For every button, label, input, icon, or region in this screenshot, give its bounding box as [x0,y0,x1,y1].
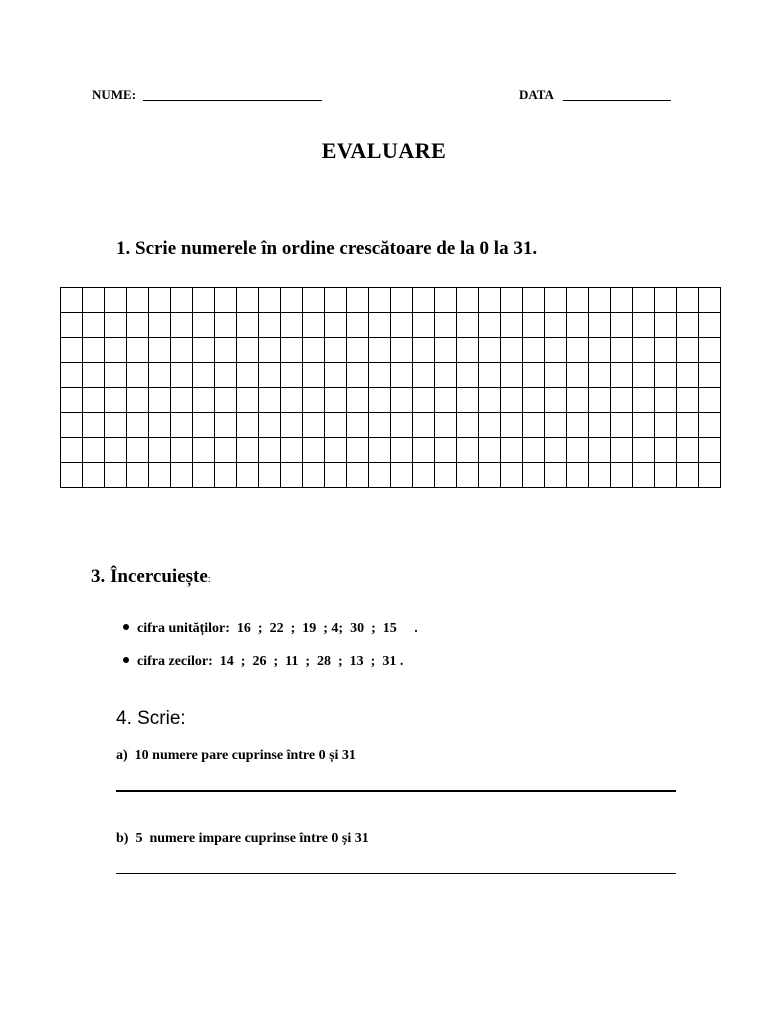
grid-cell[interactable] [105,363,127,388]
grid-cell[interactable] [545,388,567,413]
grid-cell[interactable] [127,438,149,463]
grid-cell[interactable] [611,338,633,363]
grid-cell[interactable] [215,413,237,438]
grid-cell[interactable] [589,288,611,313]
grid-cell[interactable] [171,438,193,463]
grid-cell[interactable] [391,413,413,438]
grid-cell[interactable] [281,438,303,463]
grid-cell[interactable] [281,338,303,363]
grid-cell[interactable] [501,388,523,413]
grid-cell[interactable] [501,338,523,363]
grid-cell[interactable] [523,438,545,463]
grid-cell[interactable] [457,413,479,438]
grid-cell[interactable] [237,438,259,463]
grid-cell[interactable] [589,438,611,463]
grid-cell[interactable] [391,288,413,313]
bullet-icon [123,657,129,663]
units-numbers[interactable]: 16 ; 22 ; 19 ; 4; 30 ; 15 . [236,621,418,636]
grid-cell[interactable] [369,438,391,463]
grid-cell[interactable] [611,413,633,438]
grid-cell[interactable] [281,363,303,388]
grid-cell[interactable] [105,438,127,463]
grid-cell[interactable] [523,338,545,363]
grid-cell[interactable] [611,438,633,463]
grid-cell[interactable] [589,463,611,488]
grid-cell[interactable] [611,463,633,488]
grid-cell[interactable] [457,463,479,488]
grid-cell[interactable] [259,313,281,338]
grid-cell[interactable] [523,413,545,438]
grid-cell[interactable] [149,388,171,413]
grid-cell[interactable] [413,363,435,388]
grid-cell[interactable] [149,363,171,388]
grid-cell[interactable] [699,363,721,388]
grid-cell[interactable] [633,388,655,413]
grid-cell[interactable] [523,388,545,413]
grid-cell[interactable] [435,388,457,413]
grid-cell[interactable] [369,313,391,338]
grid-cell[interactable] [457,388,479,413]
tens-numbers[interactable]: 14 ; 26 ; 11 ; 28 ; 13 ; 31 . [219,654,404,669]
grid-cell[interactable] [281,313,303,338]
grid-cell[interactable] [127,288,149,313]
grid-cell[interactable] [347,388,369,413]
grid-cell[interactable] [61,438,83,463]
grid-cell[interactable] [325,338,347,363]
grid-cell[interactable] [655,388,677,413]
grid-cell[interactable] [215,463,237,488]
grid-cell[interactable] [523,288,545,313]
grid-cell[interactable] [237,363,259,388]
grid-cell[interactable] [699,438,721,463]
grid-cell[interactable] [303,313,325,338]
date-label: DATA [519,87,554,102]
grid-cell[interactable] [193,413,215,438]
grid-cell[interactable] [391,438,413,463]
grid-cell[interactable] [193,363,215,388]
grid-row [61,338,721,363]
grid-cell[interactable] [435,463,457,488]
grid-cell[interactable] [479,288,501,313]
grid-cell[interactable] [391,463,413,488]
grid-row [61,313,721,338]
grid-cell[interactable] [523,363,545,388]
grid-cell[interactable] [347,338,369,363]
grid-cell[interactable] [237,313,259,338]
grid-cell[interactable] [545,413,567,438]
grid-cell[interactable] [435,363,457,388]
grid-cell[interactable] [105,338,127,363]
grid-cell[interactable] [545,438,567,463]
grid-cell[interactable] [237,388,259,413]
grid-cell[interactable] [677,363,699,388]
grid-cell[interactable] [457,363,479,388]
grid-cell[interactable] [149,288,171,313]
grid-cell[interactable] [413,438,435,463]
grid-cell[interactable] [413,313,435,338]
grid-cell[interactable] [171,363,193,388]
grid-cell[interactable] [303,438,325,463]
exercise-1-prompt: 1. Scrie numerele în ordine crescătoare de la 0 la 31. [116,238,538,259]
grid-cell[interactable] [699,388,721,413]
grid-cell[interactable] [479,463,501,488]
grid-cell[interactable] [281,288,303,313]
grid-cell[interactable] [677,438,699,463]
grid-cell[interactable] [193,463,215,488]
grid-cell[interactable] [149,338,171,363]
grid-cell[interactable] [127,413,149,438]
grid-cell[interactable] [369,288,391,313]
answer-grid[interactable] [60,287,721,488]
grid-cell[interactable] [127,388,149,413]
grid-cell[interactable] [325,413,347,438]
grid-cell[interactable] [457,438,479,463]
grid-cell[interactable] [325,288,347,313]
grid-cell[interactable] [83,363,105,388]
grid-cell[interactable] [127,463,149,488]
grid-cell[interactable] [677,288,699,313]
grid-cell[interactable] [501,288,523,313]
grid-cell[interactable] [83,288,105,313]
grid-cell[interactable] [259,363,281,388]
grid-cell[interactable] [589,363,611,388]
grid-cell[interactable] [303,388,325,413]
grid-cell[interactable] [193,288,215,313]
grid-cell[interactable] [391,388,413,413]
grid-cell[interactable] [391,313,413,338]
grid-cell[interactable] [391,338,413,363]
grid-cell[interactable] [171,313,193,338]
grid-cell[interactable] [479,313,501,338]
grid-cell[interactable] [259,288,281,313]
grid-cell[interactable] [369,338,391,363]
grid-cell[interactable] [523,313,545,338]
exercise-4-title: 4. Scrie: [116,708,186,729]
grid-cell[interactable] [567,438,589,463]
grid-cell[interactable] [325,438,347,463]
grid-row [61,388,721,413]
grid-cell[interactable] [193,438,215,463]
name-blank-line[interactable] [143,100,322,101]
grid-cell[interactable] [501,463,523,488]
grid-row [61,438,721,463]
grid-cell[interactable] [589,413,611,438]
grid-cell[interactable] [699,313,721,338]
grid-cell[interactable] [83,438,105,463]
grid-cell[interactable] [655,363,677,388]
grid-cell[interactable] [655,338,677,363]
grid-cell[interactable] [699,463,721,488]
grid-cell[interactable] [545,313,567,338]
grid-cell[interactable] [347,438,369,463]
grid-cell[interactable] [567,463,589,488]
grid-cell[interactable] [677,313,699,338]
grid-cell[interactable] [347,413,369,438]
grid-cell[interactable] [369,413,391,438]
grid-cell[interactable] [501,438,523,463]
grid-cell[interactable] [677,388,699,413]
grid-cell[interactable] [633,338,655,363]
grid-cell[interactable] [61,463,83,488]
grid-cell[interactable] [281,388,303,413]
grid-cell[interactable] [237,338,259,363]
grid-cell[interactable] [589,388,611,413]
grid-row [61,463,721,488]
grid-cell[interactable] [347,288,369,313]
grid-cell[interactable] [435,313,457,338]
grid-cell[interactable] [567,338,589,363]
grid-cell[interactable] [369,363,391,388]
grid-cell[interactable] [677,463,699,488]
grid-cell[interactable] [457,288,479,313]
grid-cell[interactable] [347,463,369,488]
grid-cell[interactable] [633,463,655,488]
grid-cell[interactable] [259,463,281,488]
grid-cell[interactable] [435,288,457,313]
grid-cell[interactable] [105,463,127,488]
grid-cell[interactable] [83,463,105,488]
exercise-4b-prompt: b) 5 numere impare cuprinse între 0 și 31 [116,831,369,846]
units-label: cifra unităților: [137,621,230,636]
grid-cell[interactable] [149,438,171,463]
grid-cell[interactable] [677,413,699,438]
grid-cell[interactable] [479,438,501,463]
grid-cell[interactable] [611,388,633,413]
grid-cell[interactable] [325,388,347,413]
grid-cell[interactable] [567,313,589,338]
grid-cell[interactable] [633,313,655,338]
grid-cell[interactable] [303,363,325,388]
grid-cell[interactable] [171,463,193,488]
bullet-icon [123,624,129,630]
grid-cell[interactable] [413,463,435,488]
grid-cell[interactable] [347,313,369,338]
grid-cell[interactable] [83,388,105,413]
grid-cell[interactable] [545,463,567,488]
grid-cell[interactable] [237,288,259,313]
grid-cell[interactable] [83,313,105,338]
grid-cell[interactable] [501,363,523,388]
grid-cell[interactable] [259,413,281,438]
grid-cell[interactable] [215,438,237,463]
grid-cell[interactable] [699,288,721,313]
grid-cell[interactable] [61,363,83,388]
grid-cell[interactable] [479,388,501,413]
grid-cell[interactable] [105,288,127,313]
grid-cell[interactable] [655,413,677,438]
grid-cell[interactable] [633,438,655,463]
exercise-4a-answer-line[interactable] [116,790,676,792]
grid-cell[interactable] [589,338,611,363]
grid-cell[interactable] [215,313,237,338]
grid-cell[interactable] [127,363,149,388]
grid-cell[interactable] [699,413,721,438]
grid-cell[interactable] [61,413,83,438]
grid-cell[interactable] [479,363,501,388]
grid-cell[interactable] [435,338,457,363]
exercise-4b-answer-line[interactable] [116,873,676,874]
grid-cell[interactable] [545,363,567,388]
grid-cell[interactable] [655,463,677,488]
exercise-4a-prompt: a) 10 numere pare cuprinse între 0 și 31 [116,748,356,763]
grid-cell[interactable] [457,313,479,338]
exercise-3-item-tens [116,638,403,670]
grid-cell[interactable] [655,288,677,313]
grid-row [61,413,721,438]
grid-cell[interactable] [699,338,721,363]
grid-cell[interactable] [127,338,149,363]
grid-cell[interactable] [61,338,83,363]
grid-cell[interactable] [171,288,193,313]
grid-cell[interactable] [589,313,611,338]
grid-cell[interactable] [457,338,479,363]
grid-cell[interactable] [105,413,127,438]
grid-cell[interactable] [237,413,259,438]
grid-cell[interactable] [259,338,281,363]
grid-cell[interactable] [369,463,391,488]
grid-cell[interactable] [325,313,347,338]
grid-cell[interactable] [193,338,215,363]
grid-cell[interactable] [303,413,325,438]
grid-cell[interactable] [215,363,237,388]
date-blank-line[interactable] [563,100,671,101]
grid-cell[interactable] [413,388,435,413]
exercise-3-item-units [116,605,418,637]
grid-cell[interactable] [567,363,589,388]
grid-cell[interactable] [633,288,655,313]
grid-cell[interactable] [655,313,677,338]
grid-cell[interactable] [61,288,83,313]
grid-cell[interactable] [567,413,589,438]
grid-cell[interactable] [303,288,325,313]
grid-cell[interactable] [501,313,523,338]
grid-cell[interactable] [303,338,325,363]
grid-row [61,288,721,313]
grid-cell[interactable] [149,463,171,488]
exercise-3-title-colon: : [207,573,211,585]
grid-cell[interactable] [193,313,215,338]
grid-cell[interactable] [325,463,347,488]
exercise-3-title-text: 3. Încercuiește [91,566,208,587]
grid-cell[interactable] [435,438,457,463]
grid-cell[interactable] [611,313,633,338]
grid-cell[interactable] [259,388,281,413]
grid-cell[interactable] [655,438,677,463]
grid-cell[interactable] [127,313,149,338]
grid-cell[interactable] [83,338,105,363]
grid-cell[interactable] [413,413,435,438]
name-label: NUME: [92,87,137,102]
grid-cell[interactable] [347,363,369,388]
grid-cell[interactable] [369,388,391,413]
grid-cell[interactable] [215,338,237,363]
grid-cell[interactable] [325,363,347,388]
grid-cell[interactable] [171,338,193,363]
grid-cell[interactable] [171,388,193,413]
grid-cell[interactable] [479,338,501,363]
grid-cell[interactable] [149,313,171,338]
grid-cell[interactable] [61,388,83,413]
grid-cell[interactable] [281,413,303,438]
grid-cell[interactable] [413,338,435,363]
grid-cell[interactable] [677,338,699,363]
grid-cell[interactable] [633,413,655,438]
grid-cell[interactable] [545,288,567,313]
grid-cell[interactable] [611,288,633,313]
grid-cell[interactable] [501,413,523,438]
grid-cell[interactable] [479,413,501,438]
grid-cell[interactable] [303,463,325,488]
grid-cell[interactable] [391,363,413,388]
grid-cell[interactable] [281,463,303,488]
grid-cell[interactable] [545,338,567,363]
grid-cell[interactable] [237,463,259,488]
grid-row [61,363,721,388]
grid-cell[interactable] [171,413,193,438]
grid-cell[interactable] [193,388,215,413]
grid-cell[interactable] [435,413,457,438]
grid-cell[interactable] [413,288,435,313]
grid-cell[interactable] [259,438,281,463]
grid-cell[interactable] [215,388,237,413]
grid-cell[interactable] [105,313,127,338]
grid-cell[interactable] [633,363,655,388]
grid-cell[interactable] [83,413,105,438]
grid-cell[interactable] [215,288,237,313]
exercise-3-title [91,566,211,588]
grid-cell[interactable] [61,313,83,338]
grid-cell[interactable] [567,288,589,313]
grid-cell[interactable] [105,388,127,413]
grid-cell[interactable] [611,363,633,388]
grid-cell[interactable] [567,388,589,413]
grid-cell[interactable] [149,413,171,438]
grid-cell[interactable] [523,463,545,488]
page-title: EVALUARE [321,138,447,163]
tens-label: cifra zecilor: [137,654,213,669]
